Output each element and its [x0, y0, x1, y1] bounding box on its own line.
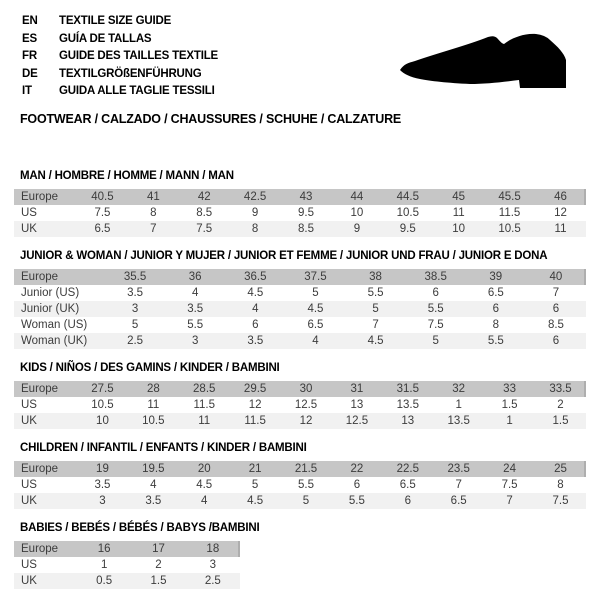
- section-title: JUNIOR & WOMAN / JUNIOR Y MUJER / JUNIOR ET FEMME / JUNIOR UND FRAU / JUNIOR E DONA: [20, 249, 548, 262]
- size-cell: 36.5: [225, 269, 285, 285]
- size-cell: 37.5: [285, 269, 345, 285]
- size-cell: 7.5: [94, 206, 111, 219]
- size-cell: 41: [128, 189, 179, 205]
- section-title: MAN / HOMBRE / HOMME / MANN / MAN: [20, 169, 234, 182]
- language-guide-title: GUÍA DE TALLAS: [59, 32, 152, 45]
- size-cell: 7: [552, 286, 560, 299]
- size-cell: 6: [252, 318, 259, 331]
- size-cell: 6: [466, 301, 526, 317]
- size-table-row: [14, 205, 586, 221]
- size-table-man: [14, 189, 586, 237]
- section-title: CHILDREN / INFANTIL / ENFANTS / KINDER / BAMBINI: [20, 441, 307, 454]
- size-cell: 36: [165, 269, 225, 285]
- size-cell: 9.5: [298, 206, 314, 219]
- size-cell: 5.5: [406, 301, 466, 317]
- size-cell: 7.5: [179, 221, 230, 237]
- row-label: US: [21, 478, 37, 491]
- size-cell: 33.5: [535, 381, 586, 397]
- row-label: Europe: [14, 189, 77, 205]
- size-cell: 11.5: [498, 206, 521, 219]
- size-cell: 7: [455, 478, 462, 491]
- size-cell: 5: [406, 333, 466, 349]
- size-cell: 13.5: [433, 413, 484, 429]
- size-cell: 12: [281, 413, 332, 429]
- row-label: UK: [14, 221, 77, 237]
- language-guide-title: TEXTILE SIZE GUIDE: [59, 15, 172, 27]
- size-table-junior-woman: [14, 269, 586, 349]
- size-cell: 4.5: [196, 478, 213, 491]
- size-cell: 21.5: [281, 461, 332, 477]
- size-cell: 3.5: [225, 333, 285, 349]
- row-label: US: [21, 558, 37, 571]
- section-man: [14, 170, 600, 237]
- size-cell: 6.5: [399, 478, 416, 491]
- row-label: Europe: [14, 381, 77, 397]
- size-cell: 6: [432, 286, 439, 299]
- size-cell: 7.5: [501, 478, 518, 491]
- size-cell: 18: [186, 541, 240, 557]
- row-label: Junior (UK): [14, 301, 105, 317]
- row-label: UK: [14, 413, 77, 429]
- size-table-row: [14, 285, 586, 301]
- size-cell: 10: [433, 221, 484, 237]
- size-table-row: [14, 333, 586, 349]
- size-table-header-row: [14, 189, 586, 205]
- size-cell: 3: [77, 493, 128, 509]
- size-cell: 38: [346, 269, 406, 285]
- size-cell: 27.5: [77, 381, 128, 397]
- size-cell: 12.5: [331, 413, 382, 429]
- size-sections: [0, 170, 600, 589]
- size-cell: 12.5: [294, 398, 318, 411]
- size-cell: 17: [131, 541, 185, 557]
- row-label: Europe: [14, 461, 77, 477]
- size-cell: 10.5: [128, 413, 179, 429]
- size-cell: 21: [230, 461, 281, 477]
- size-cell: 11.5: [230, 413, 281, 429]
- size-cell: 4: [191, 286, 199, 299]
- size-cell: 43: [281, 189, 332, 205]
- size-cell: 19: [77, 461, 128, 477]
- size-cell: 44.5: [382, 189, 433, 205]
- size-cell: 4.5: [230, 493, 281, 509]
- size-cell: 22: [331, 461, 382, 477]
- row-label: Junior (US): [21, 286, 80, 299]
- size-cell: 46: [535, 189, 586, 205]
- size-cell: 5.5: [298, 478, 314, 491]
- size-cell: 9: [331, 221, 382, 237]
- size-cell: 6: [353, 478, 361, 491]
- size-cell: 1.5: [501, 398, 518, 411]
- section-children: [14, 442, 600, 509]
- section-title: BABIES / BEBÉS / BÉBÉS / BABYS /BAMBINI: [20, 521, 260, 534]
- size-table-header-row: [14, 381, 586, 397]
- size-cell: 4: [285, 333, 345, 349]
- row-label: Europe: [14, 541, 77, 557]
- size-cell: 6.5: [433, 493, 484, 509]
- size-cell: 5: [281, 493, 332, 509]
- size-cell: 5.5: [466, 333, 526, 349]
- size-table-row: [14, 317, 586, 333]
- size-cell: 45: [433, 189, 484, 205]
- size-cell: 13: [350, 398, 364, 411]
- language-guide-title: TEXTILGRÖßENFÜHRUNG: [59, 67, 202, 80]
- size-cell: 16: [77, 541, 131, 557]
- size-cell: 3: [209, 558, 217, 571]
- size-cell: 45.5: [484, 189, 535, 205]
- size-cell: 6: [382, 493, 433, 509]
- size-cell: 8: [230, 221, 281, 237]
- size-cell: 33: [484, 381, 535, 397]
- row-label: Woman (UK): [14, 333, 105, 349]
- size-cell: 9: [251, 206, 259, 219]
- size-cell: 2: [155, 558, 162, 571]
- row-label: US: [21, 398, 37, 411]
- size-cell: 13.5: [396, 398, 419, 411]
- size-cell: 5: [131, 318, 139, 331]
- size-cell: 4.5: [346, 333, 406, 349]
- row-label: Europe: [14, 269, 105, 285]
- size-cell: 31.5: [382, 381, 433, 397]
- size-cell: 11.5: [193, 398, 215, 411]
- size-cell: 7.5: [427, 318, 444, 331]
- size-table-babies: [14, 541, 240, 589]
- size-cell: 11: [535, 221, 586, 237]
- size-cell: 31: [331, 381, 382, 397]
- size-cell: 29.5: [230, 381, 281, 397]
- size-cell: 11: [179, 413, 230, 429]
- size-cell: 38.5: [406, 269, 466, 285]
- size-table-header-row: [14, 541, 240, 557]
- size-cell: 3: [105, 301, 165, 317]
- size-cell: 20: [179, 461, 230, 477]
- size-table-header-row: [14, 269, 586, 285]
- size-cell: 8: [150, 206, 157, 219]
- size-cell: 10: [77, 413, 128, 429]
- size-cell: 4: [150, 478, 157, 491]
- size-cell: 23.5: [433, 461, 484, 477]
- size-cell: 25: [535, 461, 586, 477]
- size-cell: 11: [452, 206, 465, 219]
- language-code: ES: [22, 32, 37, 45]
- size-cell: 8.5: [281, 221, 332, 237]
- size-cell: 35.5: [105, 269, 165, 285]
- size-cell: 1.5: [131, 573, 185, 589]
- size-cell: 5: [346, 301, 406, 317]
- size-cell: 0.5: [77, 573, 131, 589]
- size-cell: 32: [433, 381, 484, 397]
- size-cell: 4: [179, 493, 230, 509]
- size-cell: 30: [281, 381, 332, 397]
- size-cell: 10: [350, 206, 364, 219]
- size-cell: 5.5: [331, 493, 382, 509]
- size-table-row: [14, 301, 586, 317]
- size-cell: 6: [526, 301, 586, 317]
- size-cell: 19.5: [128, 461, 179, 477]
- size-cell: 4: [225, 301, 285, 317]
- size-cell: 8.5: [196, 206, 213, 219]
- size-cell: 3.5: [128, 493, 179, 509]
- size-cell: 13: [382, 413, 433, 429]
- size-table-row: [14, 477, 586, 493]
- size-cell: 1: [484, 413, 535, 429]
- size-cell: 7.5: [535, 493, 586, 509]
- size-table-row: [14, 221, 586, 237]
- language-guide-title: GUIDA ALLE TAGLIE TESSILI: [59, 85, 215, 97]
- size-cell: 8: [492, 318, 500, 331]
- row-label: UK: [14, 573, 77, 589]
- size-cell: 5.5: [367, 286, 384, 299]
- size-cell: 11: [147, 398, 160, 411]
- size-cell: 12: [248, 398, 262, 411]
- size-table-row: [14, 397, 586, 413]
- size-cell: 2.5: [186, 573, 240, 589]
- size-cell: 8: [557, 478, 564, 491]
- size-cell: 12: [554, 206, 567, 219]
- size-cell: 28.5: [179, 381, 230, 397]
- size-cell: 6.5: [307, 318, 324, 331]
- size-table-row: [14, 573, 240, 589]
- size-cell: 7: [128, 221, 179, 237]
- size-cell: 10.5: [396, 206, 419, 219]
- size-cell: 3.5: [94, 478, 111, 491]
- size-cell: 2.5: [105, 333, 165, 349]
- size-cell: 42.5: [230, 189, 281, 205]
- size-cell: 5.5: [187, 318, 204, 331]
- language-code: FR: [22, 50, 37, 62]
- size-cell: 3.5: [165, 301, 225, 317]
- size-cell: 5: [251, 478, 259, 491]
- size-cell: 4.5: [247, 286, 264, 299]
- size-cell: 7: [372, 318, 379, 331]
- size-cell: 39: [466, 269, 526, 285]
- size-cell: 1: [100, 558, 108, 571]
- category-title: FOOTWEAR / CALZADO / CHAUSSURES / SCHUHE / CALZATURE: [20, 111, 402, 126]
- dress-shoe-icon: [398, 27, 570, 90]
- language-code: EN: [22, 15, 38, 27]
- size-cell: 9.5: [382, 221, 433, 237]
- size-cell: 24: [484, 461, 535, 477]
- size-cell: 6.5: [487, 286, 504, 299]
- size-cell: 6: [526, 333, 586, 349]
- size-table-header-row: [14, 461, 586, 477]
- section-babies: [14, 522, 600, 589]
- language-guide-title: GUIDE DES TAILLES TEXTILE: [59, 50, 218, 62]
- size-table-row: [14, 493, 586, 509]
- size-table-row: [14, 413, 586, 429]
- size-cell: 5: [312, 286, 319, 299]
- row-label: Woman (US): [21, 318, 88, 331]
- section-title: KIDS / NIÑOS / DES GAMINS / KINDER / BAMBINI: [20, 361, 280, 374]
- language-code: DE: [22, 67, 38, 80]
- size-cell: 28: [128, 381, 179, 397]
- size-cell: 44: [331, 189, 382, 205]
- size-table-row: [14, 557, 240, 573]
- section-kids: [14, 362, 600, 429]
- size-cell: 42: [179, 189, 230, 205]
- size-cell: 40: [526, 269, 586, 285]
- size-table-children: [14, 461, 586, 509]
- size-cell: 8.5: [547, 318, 564, 331]
- size-cell: 6.5: [77, 221, 128, 237]
- size-cell: 1.5: [535, 413, 586, 429]
- size-cell: 1: [455, 398, 462, 411]
- size-cell: 22.5: [382, 461, 433, 477]
- size-cell: 4.5: [285, 301, 345, 317]
- size-cell: 40.5: [77, 189, 128, 205]
- row-label: US: [21, 206, 37, 219]
- size-cell: 10.5: [484, 221, 535, 237]
- size-cell: 3: [165, 333, 225, 349]
- size-cell: 10.5: [91, 398, 114, 411]
- size-cell: 2: [557, 398, 564, 411]
- size-cell: 7: [484, 493, 535, 509]
- row-label: UK: [14, 493, 77, 509]
- section-junior-woman: [14, 250, 600, 349]
- size-table-kids: [14, 381, 586, 429]
- language-code: IT: [22, 85, 32, 97]
- size-cell: 3.5: [127, 286, 144, 299]
